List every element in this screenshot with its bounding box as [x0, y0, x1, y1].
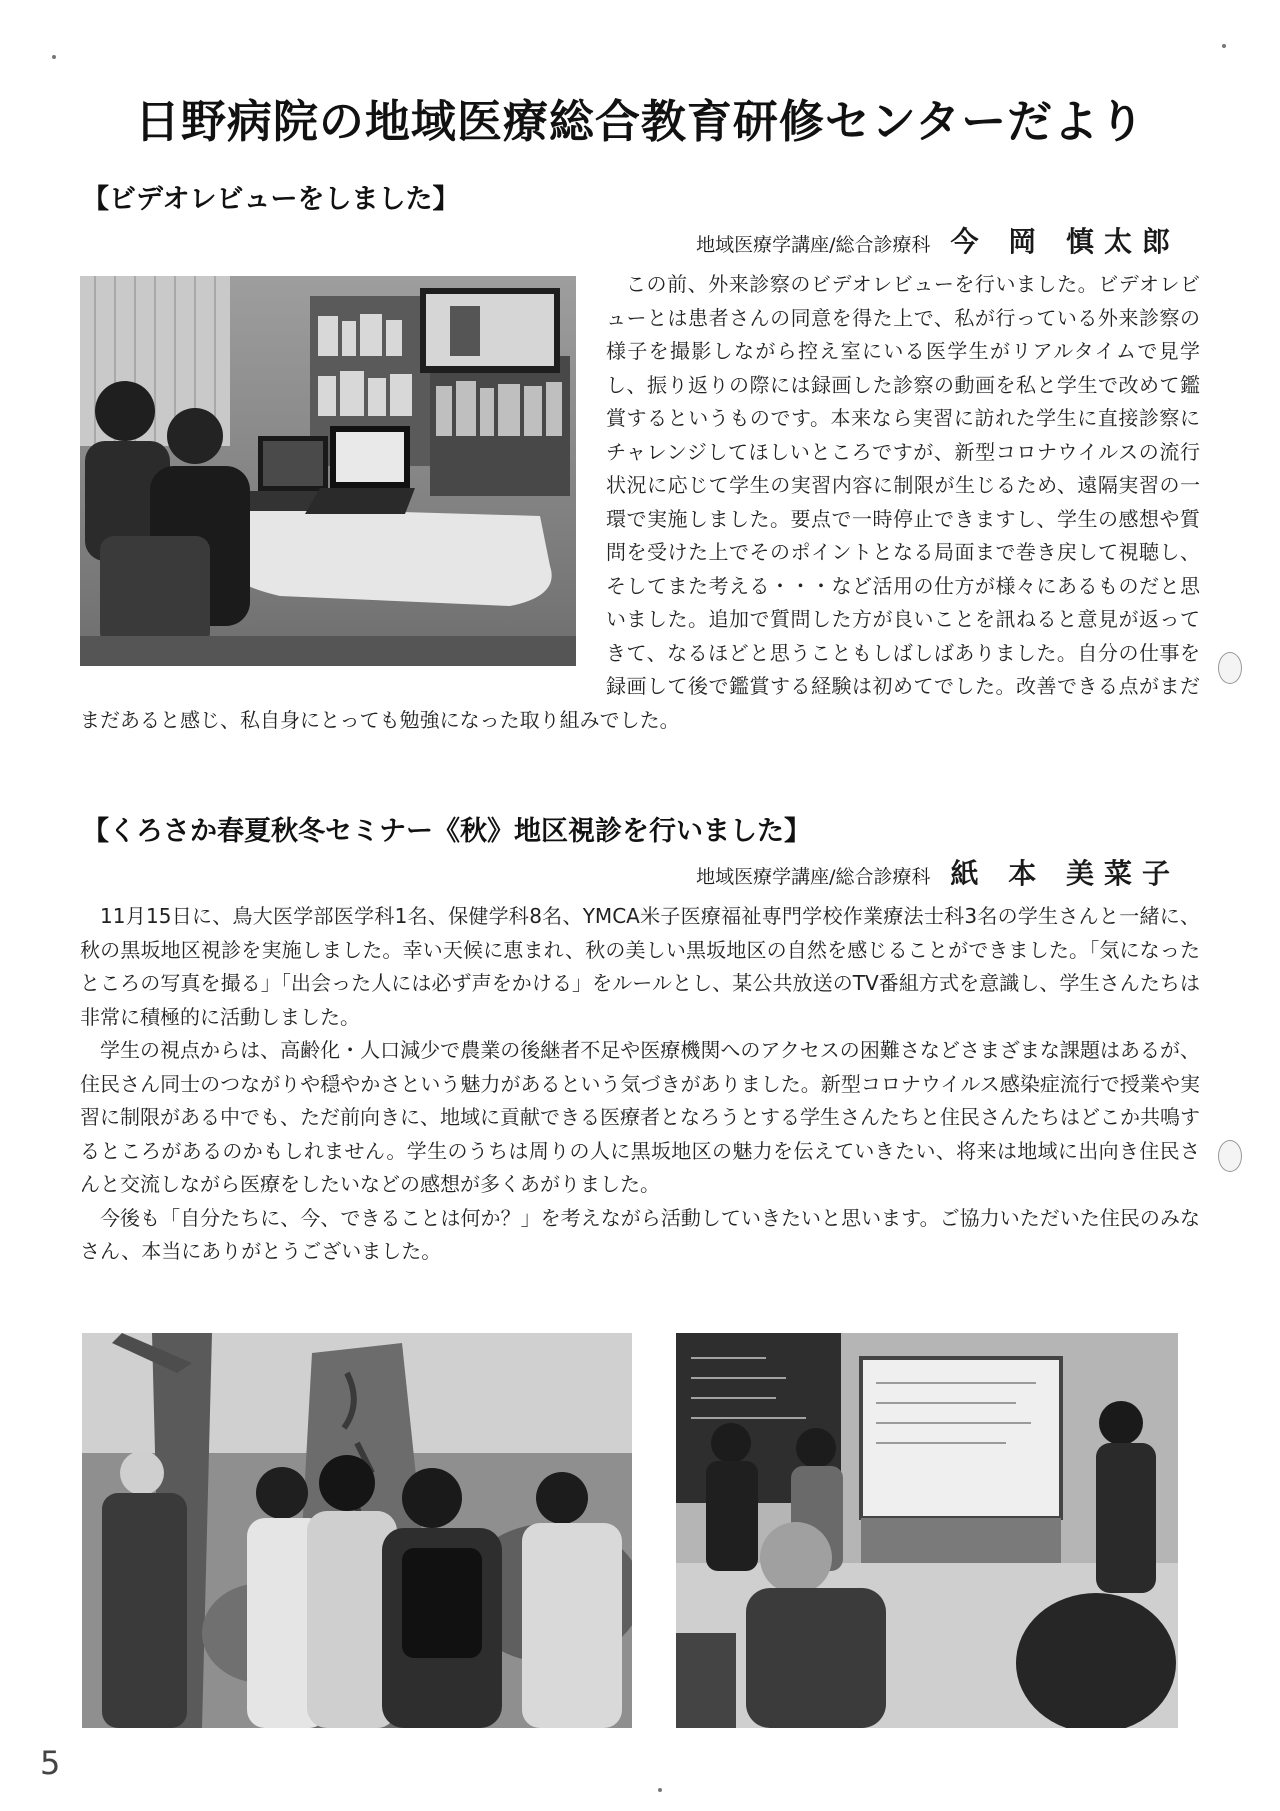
- section1-heading: 【ビデオレビューをしました】: [82, 184, 460, 215]
- seminar-presentation-photo: [676, 1333, 1178, 1728]
- section1-body: [80, 268, 1200, 737]
- scan-speck: [658, 1788, 662, 1792]
- punch-hole: [1218, 1140, 1242, 1172]
- page-title: 日野病院の地域医療総合教育研修センターだより: [134, 95, 1146, 148]
- section2-department: 地域医療学講座/総合診療科: [696, 866, 931, 888]
- field-visit-photo: [82, 1333, 632, 1728]
- section1-byline: [696, 222, 1180, 266]
- scan-speck: [1222, 44, 1226, 48]
- section1-paragraph: この前、外来診察のビデオレビューを行いました。ビデオレビューとは患者さんの同意を得た上で、私が行っている外来診察の様子を撮影しながら控え室にいる医学生がリアルタイムで見学し、振り返りの際には録画した診察の動画を私と学生で改めて鑑賞するというものです。本来なら実習に訪れた学生に直接診察にチャレンジしてほしいところですが、新型コロナウイルスの流行状況に応じて学生の実習内容に制限が生じるため、遠隔実習の一環で実施しました。要点で一時停止できますし、学生の感想や質問を受けた上でそのポイントとなる局面まで巻き戻して視聴し、そしてまた考える・・・など活用の仕方が様々にあるものだと思いました。追加で質問した方が良いことを訊ねると意見が返ってきて、なるほどと思うこともしばしばありました。自分の仕事を録画して後で鑑賞する経験は初めてでした。改善できる点がまだまだあると感じ、私自身にとっても勉強になった取り組みでした。: [80, 272, 1200, 732]
- section2-author: 紙 本 美菜子: [950, 857, 1180, 890]
- section2-byline: [696, 854, 1180, 898]
- punch-hole: [1218, 652, 1242, 684]
- section2-paragraph-2: 学生の視点からは、高齢化・人口減少で農業の後継者不足や医療機関へのアクセスの困難さなどさまざまな課題はあるが、住民さん同士のつながりや穏やかさという魅力があるという気づきがありました。新型コロナウイルス感染症流行で授業や実習に制限がある中でも、ただ前向きに、地域に貢献できる医療者となろうとする学生さんたちと住民さんたちはどこか共鳴するところがあるのかもしれません。学生のうちは周りの人に黒坂地区の魅力を伝えていきたい、将来は地域に出向き住民さんと交流しながら医療をしたいなどの感想が多くあがりました。: [80, 1038, 1200, 1196]
- video-review-photo: [80, 276, 576, 666]
- section2-heading: 【くろさか春夏秋冬セミナー《秋》地区視診を行いました】: [82, 816, 811, 847]
- page-number: 5: [40, 1744, 61, 1782]
- section2-body: [80, 900, 1200, 1269]
- section1-author: 今 岡 慎太郎: [950, 225, 1180, 258]
- section2-paragraph-1: 11月15日に、鳥大医学部医学科1名、保健学科8名、YMCA米子医療福祉専門学校作業療法士科3名の学生さんと一緒に、秋の黒坂地区視診を実施しました。幸い天候に恵まれ、秋の美しい黒坂地区の自然を感じることができました。「気になったところの写真を撮る」「出会った人には必ず声をかける」をルールとし、某公共放送のTV番組方式を意識し、学生さんたちは非常に積極的に活動しました。: [80, 904, 1200, 1029]
- section2-paragraph-3: 今後も「自分たちに、今、できることは何か？」を考えながら活動していきたいと思います。ご協力いただいた住民のみなさん、本当にありがとうございました。: [80, 1205, 1200, 1263]
- section1-department: 地域医療学講座/総合診療科: [696, 234, 931, 256]
- scan-speck: [52, 55, 56, 59]
